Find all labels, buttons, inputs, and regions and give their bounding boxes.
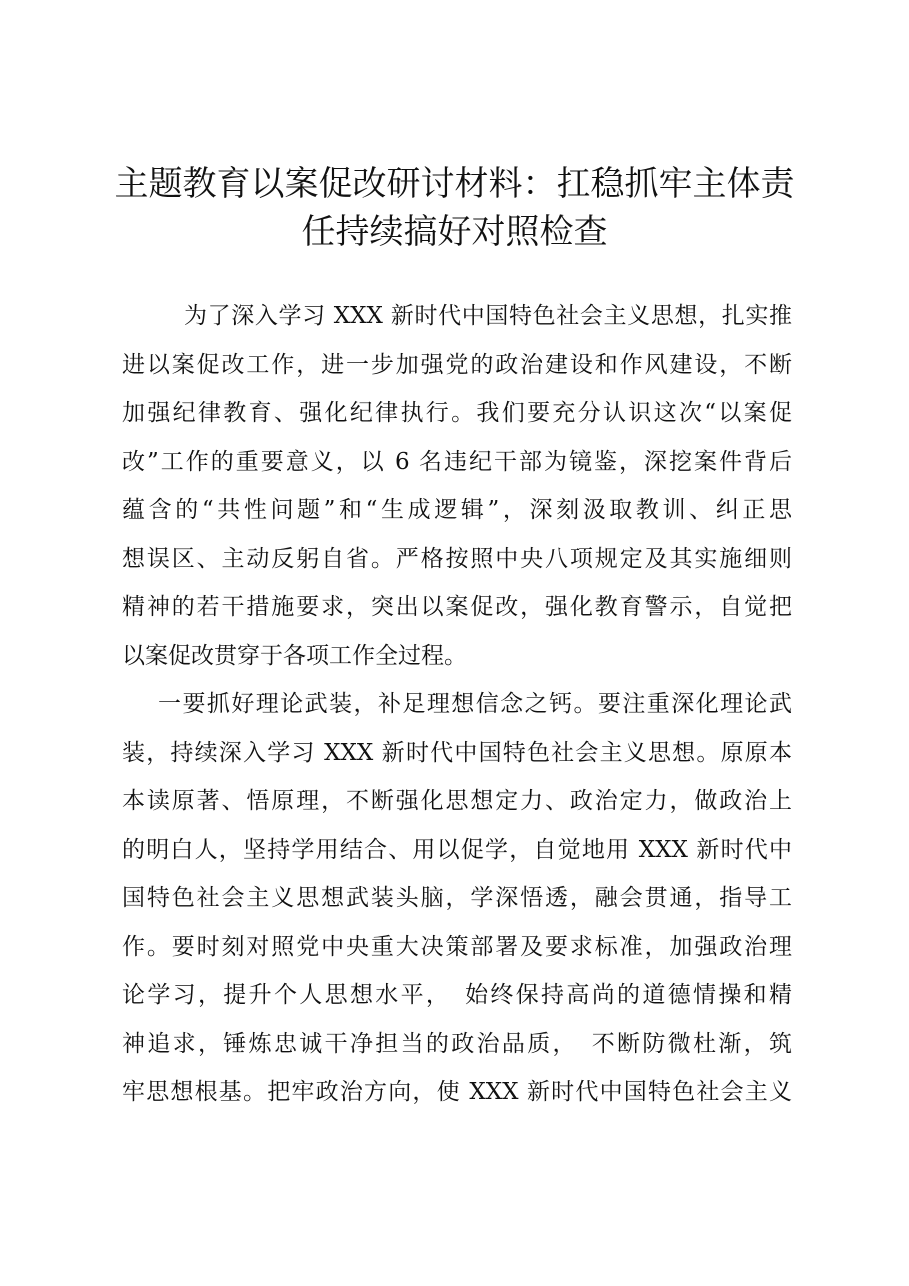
paragraph-1-line-8: 以案促改贯穿于各项工作全过程。 xyxy=(122,642,467,669)
paragraph-1-line-5: 蕴含的“共性问题”和“生成逻辑”，深刻汲取教训、纠正思 xyxy=(122,497,792,523)
title-line-1: 主题教育以案促改研讨材料：扛稳抓牢主体责 xyxy=(114,164,795,204)
paragraph-1-line-2: 进以案促改工作，进一步加强党的政治建设和作风建设，不断 xyxy=(122,351,792,378)
paragraph-1-line-3: 加强纪律教育、强化纪律执行。我们要充分认识这次“以案促 xyxy=(122,400,792,426)
paragraph-1-line-7: 精神的若干措施要求，突出以案促改，强化教育警示，自觉把 xyxy=(122,594,792,620)
paragraph-2-line-3: 本读原著、悟原理，不断强化思想定力、政治定力，做政治上 xyxy=(122,788,792,814)
title-line-2: 任持续搞好对照检查 xyxy=(301,212,608,252)
paragraph-2-line-4: 的明白人，坚持学用结合、用以促学，自觉地用 XXX 新时代中 xyxy=(122,836,792,863)
paragraph-1-line-4: 改”工作的重要意义，以 6 名违纪干部为镜鉴，深挖案件背后 xyxy=(122,448,792,475)
paragraph-1-line-6: 想误区、主动反躬自省。严格按照中央八项规定及其实施细则 xyxy=(122,545,792,572)
paragraph-2-line-6: 作。要时刻对照党中央重大决策部署及要求标准，加强政治理 xyxy=(122,933,792,960)
paragraph-1-line-1: 为了深入学习 XXX 新时代中国特色社会主义思想，扎实推 xyxy=(184,303,792,329)
document-title xyxy=(100,160,809,256)
paragraph-2-line-7: 论学习，提升个人思想水平， 始终保持高尚的道德情操和精 xyxy=(122,982,792,1008)
document-body xyxy=(122,292,792,1117)
paragraph-2-line-2: 装，持续深入学习 XXX 新时代中国特色社会主义思想。原原本 xyxy=(122,739,792,766)
paragraph-2-line-8: 神追求，锤炼忠诚干净担当的政治品质， 不断防微杜渐，筑 xyxy=(122,1030,792,1057)
paragraph-2-line-9: 牢思想根基。把牢政治方向，使 XXX 新时代中国特色社会主义 xyxy=(122,1079,792,1105)
paragraph-2-line-5: 国特色社会主义思想武装头脑，学深悟透，融会贯通，指导工 xyxy=(122,885,792,911)
paragraph-2-line-1: 一要抓好理论武装，补足理想信念之钙。要注重深化理论武 xyxy=(158,691,792,717)
